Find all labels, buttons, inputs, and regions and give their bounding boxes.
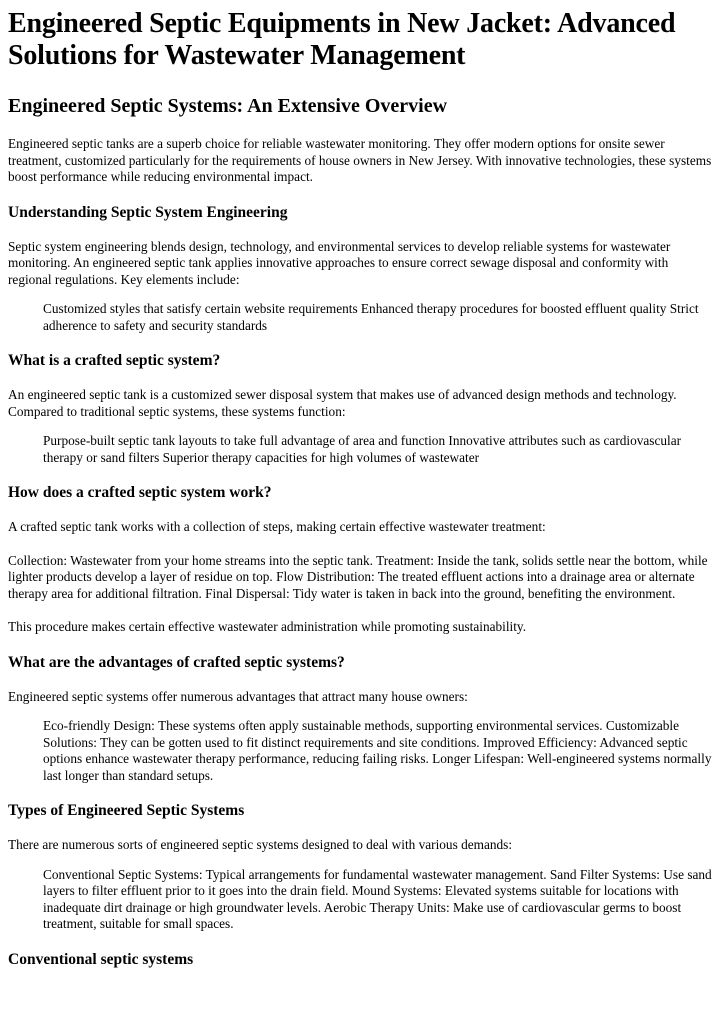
- section-paragraph-what-is: An engineered septic tank is a customized sewer disposal system that makes use of advanced design methods and technology. Compared to traditional septic systems, these systems function:: [8, 387, 677, 419]
- types-quote: Conventional Septic Systems: Typical arrangements for fundamental wastewater management. Sand Filter Systems: Use sand layers to filter effluent prior to it goes into the drain field. Mound Systems: Elevated systems suitable for locations with inadequate dirt drainage or high groundwater levels. Aerobic Therapy Units: Make use of cardiovascular germs to boost treatment, suitable for small spaces.: [43, 866, 712, 931]
- section-heading-what-is: What is a crafted septic system?: [8, 352, 221, 369]
- page-title: Engineered Septic Equipments in New Jacket: Advanced Solutions for Wastewater Management: [8, 8, 676, 71]
- procedure-paragraph: This procedure makes certain effective wastewater administration while promoting sustainability.: [8, 619, 527, 634]
- section-heading-advantages: What are the advantages of crafted septic systems?: [8, 653, 345, 671]
- features-quote: Purpose-built septic tank layouts to take full advantage of area and function Innovative attributes such as cardiovascular therapy or sand filters Superior therapy capacities for high volumes of wastewater: [43, 433, 682, 465]
- section-paragraph-engineering: Septic system engineering blends design, technology, and environmental services to develop reliable systems for wastewater monitoring. An engineered septic tank applies innovative approaches to ensure correct sewage disposal and conformity with regional regulations. Key elements include:: [8, 238, 671, 287]
- intro-paragraph: Engineered septic tanks are a superb choice for reliable wastewater monitoring. They offer modern options for onsite sewer treatment, customized particularly for the requirements of house owners in New Jersey. With innovative technologies, these systems boost performance while reducing environmental impact.: [8, 136, 712, 184]
- key-elements-quote: Customized styles that satisfy certain website requirements Enhanced therapy procedures for boosted effluent quality Strict adherence to safety and security standards: [43, 301, 699, 333]
- section-paragraph-types: There are numerous sorts of engineered septic systems designed to deal with various demands:: [8, 837, 513, 852]
- section-heading-conventional: Conventional septic systems: [8, 950, 194, 968]
- article: [0, 8, 720, 969]
- advantages-quote: Eco-friendly Design: These systems often apply sustainable methods, supporting environmental services. Customizable Solutions: They can be gotten used to fit distinct requirements and site conditions. Improved Efficiency: Advanced septic options enhance wastewater therapy performance, reducing failing risks. Longer Lifespan: Well-engineered systems normally last longer than standard setups.: [43, 718, 712, 783]
- section-paragraph-how-works: A crafted septic tank works with a collection of steps, making certain effective wastewater treatment:: [8, 519, 546, 534]
- overview-heading: Engineered Septic Systems: An Extensive Overview: [8, 95, 448, 117]
- section-heading-engineering: Understanding Septic System Engineering: [8, 203, 288, 221]
- steps-paragraph: Collection: Wastewater from your home streams into the septic tank. Treatment: Inside the tank, solids settle near the bottom, while lighter products develop a layer of residue on top. Flow Distribution: The treated effluent actions into a drainage area or alternate therapy area for additional filtration. Final Dispersal: Tidy water is taken in back into the ground, benefiting the environment.: [8, 552, 708, 601]
- section-heading-how-works: How does a crafted septic system work?: [8, 484, 272, 501]
- section-paragraph-advantages: Engineered septic systems offer numerous advantages that attract many house owners:: [8, 688, 468, 704]
- section-heading-types: Types of Engineered Septic Systems: [8, 802, 245, 819]
